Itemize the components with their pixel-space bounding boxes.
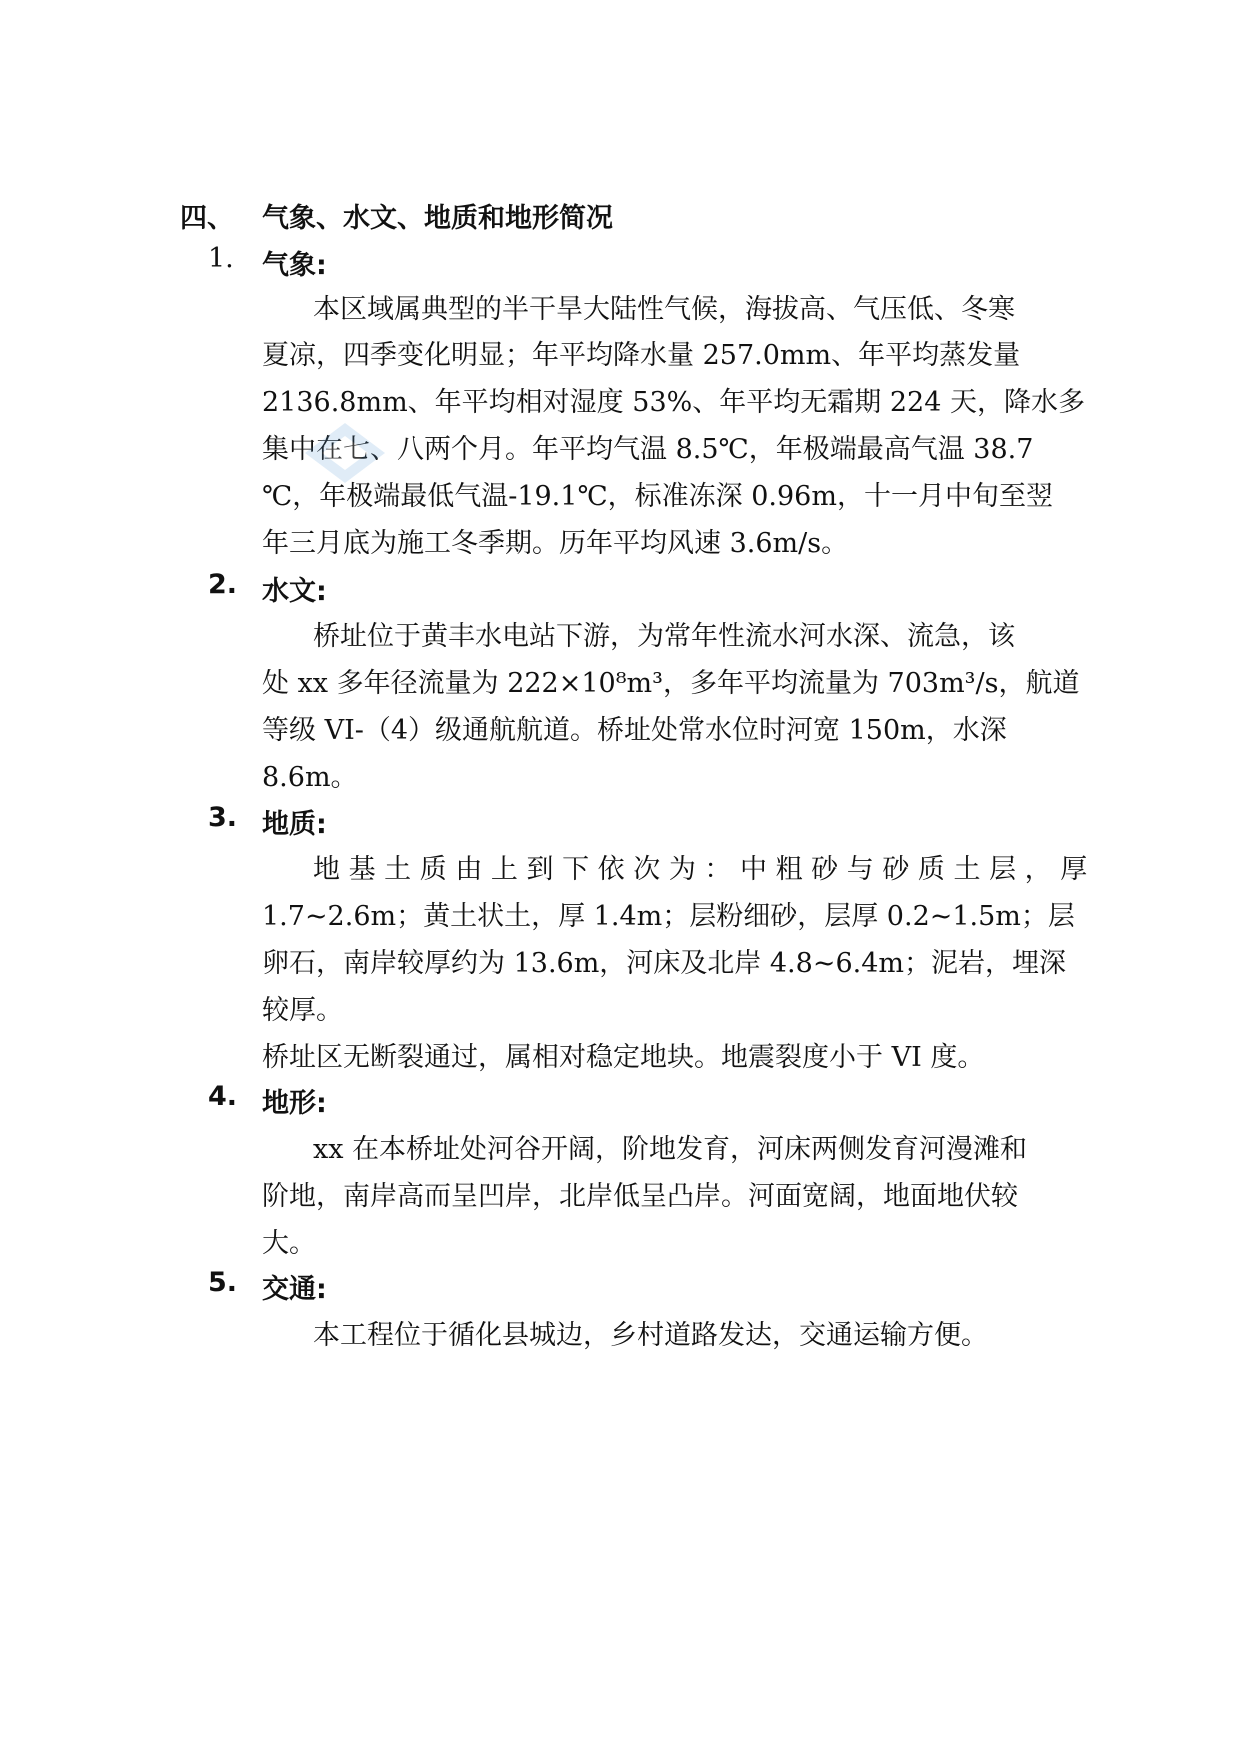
paragraph-line: 阶地，南岸高而呈凹岸，北岸低呈凸岸。河面宽阔，地面地伏较 bbox=[262, 1181, 1018, 1212]
watermark-logo bbox=[300, 418, 390, 488]
paragraph-line: 夏凉，四季变化明显；年平均降水量 257.0mm、年平均蒸发量 bbox=[262, 340, 1021, 371]
item-number: 3. bbox=[208, 802, 238, 833]
paragraph-line: 等级 VI-（4）级通航航道。桥址处常水位时河宽 150m，水深 bbox=[262, 715, 1007, 746]
paragraph-line: 2136.8mm、年平均相对湿度 53%、年平均无霜期 224 天，降水多 bbox=[262, 387, 1085, 418]
paragraph-line: 本区域属典型的半干旱大陆性气候，海拔高、气压低、冬寒 bbox=[313, 294, 1015, 325]
section-title: 气象、水文、地质和地形简况 bbox=[262, 203, 613, 234]
paragraph-line: 本工程位于循化县城边，乡村道路发达，交通运输方便。 bbox=[313, 1320, 988, 1351]
paragraph-line: 8.6m。 bbox=[262, 762, 358, 793]
paragraph-line: 年三月底为施工冬季期。历年平均风速 3.6m/s。 bbox=[262, 528, 849, 559]
item-number: 4. bbox=[208, 1081, 238, 1112]
paragraph-line: 集中在七、八两个月。年平均气温 8.5℃，年极端最高气温 38.7 bbox=[262, 434, 1034, 465]
paragraph-line: 地 基 土 质 由 上 到 下 依 次 为 ： 中 粗 砂 与 砂 质 土 层 ， 厚 bbox=[313, 854, 1088, 885]
paragraph-line: 大。 bbox=[262, 1228, 316, 1259]
item-number: 5. bbox=[208, 1267, 238, 1298]
section-number: 四、 bbox=[180, 203, 234, 234]
item-title: 水文: bbox=[262, 576, 327, 607]
paragraph-line: 处 xx 多年径流量为 222×10⁸m³，多年平均流量为 703m³/s，航道 bbox=[262, 668, 1080, 699]
item-title: 气象: bbox=[262, 250, 327, 281]
item-number: 2. bbox=[208, 569, 238, 600]
paragraph-line: 桥址位于黄丰水电站下游，为常年性流水河水深、流急，该 bbox=[313, 621, 1015, 652]
paragraph-line: 1.7~2.6m；黄土状土，厚 1.4m；层粉细砂，层厚 0.2~1.5m；层 bbox=[262, 901, 1075, 932]
item-title: 交通: bbox=[262, 1274, 327, 1305]
paragraph-line: 卵石，南岸较厚约为 13.6m，河床及北岸 4.8~6.4m；泥岩，埋深 bbox=[262, 948, 1066, 979]
item-title: 地形: bbox=[262, 1088, 327, 1119]
item-number: 1. bbox=[208, 243, 234, 274]
paragraph-line: xx 在本桥址处河谷开阔，阶地发育，河床两侧发育河漫滩和 bbox=[313, 1134, 1028, 1165]
paragraph-line: 较厚。 bbox=[262, 995, 343, 1026]
item-title: 地质: bbox=[262, 809, 327, 840]
paragraph-line: ℃，年极端最低气温-19.1℃，标准冻深 0.96m，十一月中旬至翌 bbox=[262, 481, 1053, 512]
paragraph-line: 桥址区无断裂通过，属相对稳定地块。地震裂度小于 VI 度。 bbox=[262, 1042, 985, 1073]
